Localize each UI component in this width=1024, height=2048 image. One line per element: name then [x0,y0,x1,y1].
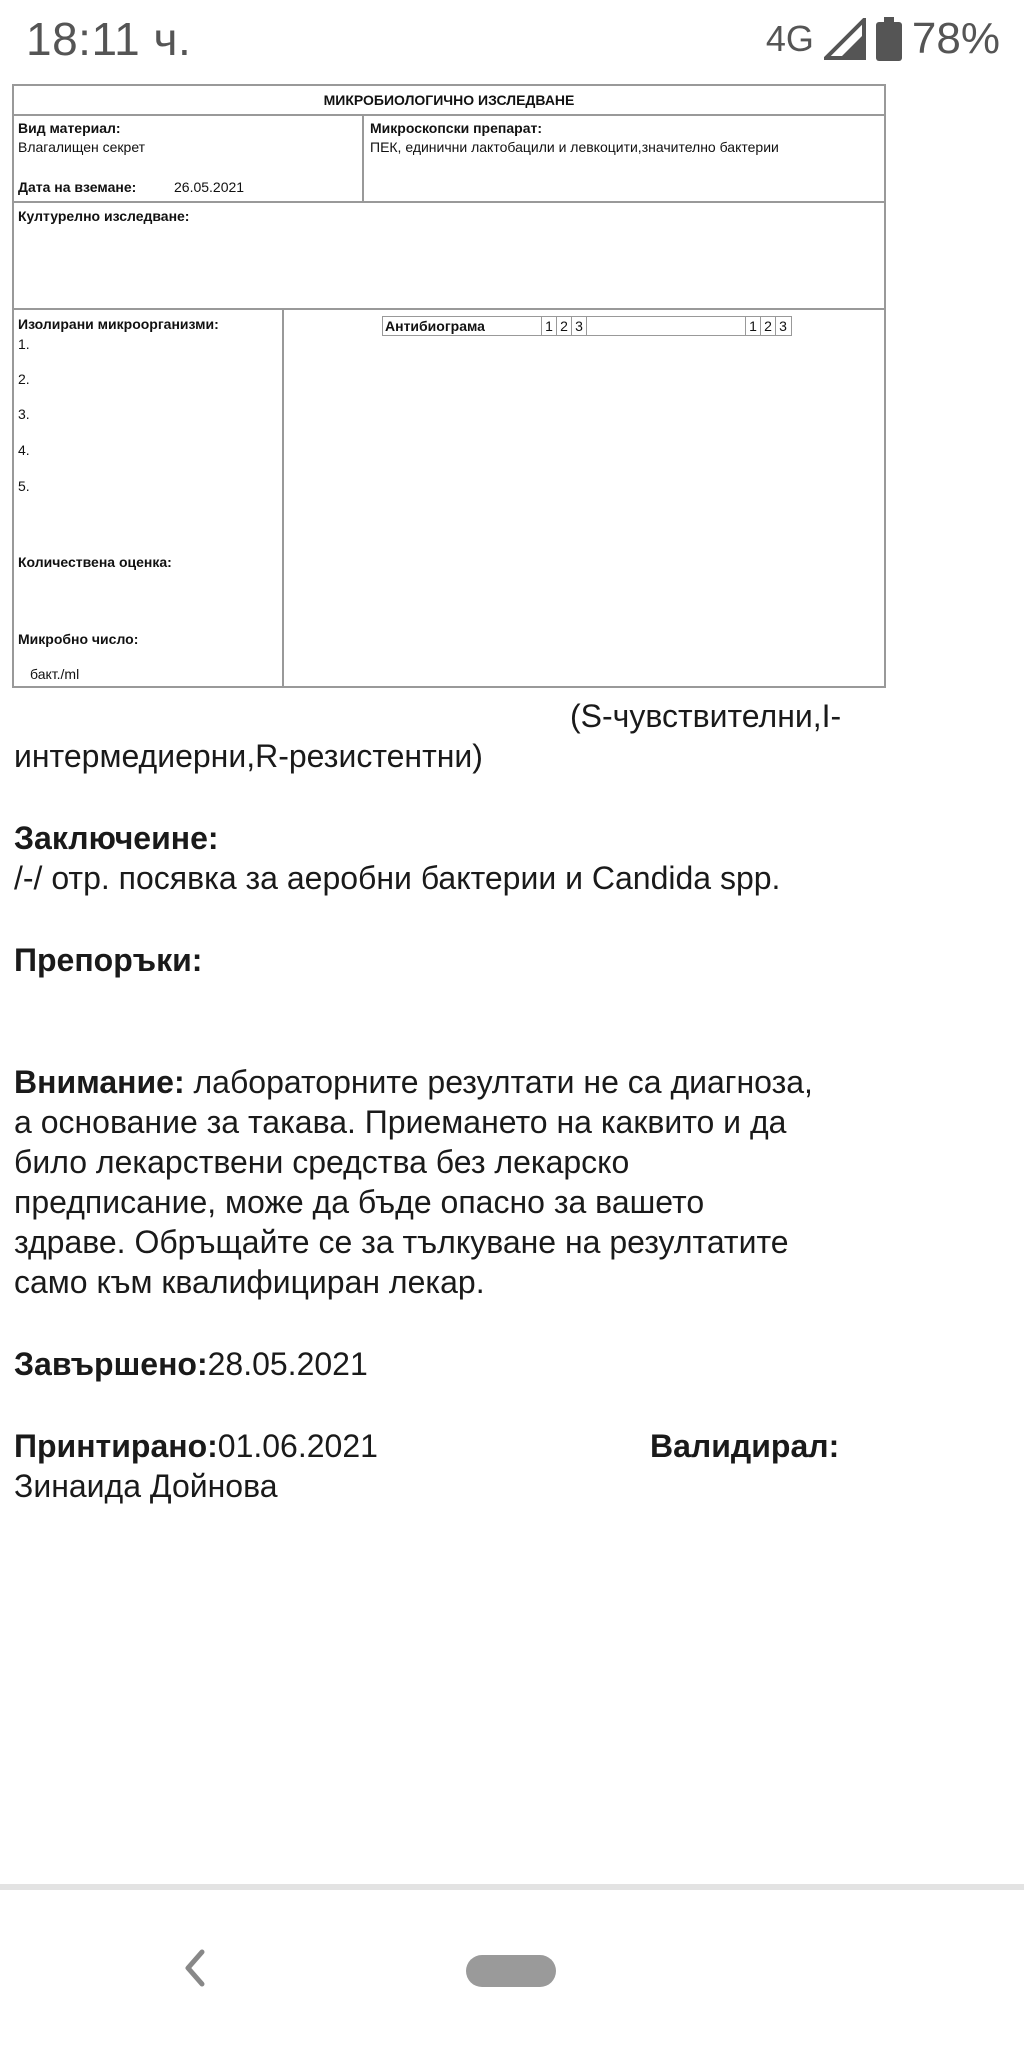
network-type: 4G [765,18,814,59]
date-label: Дата на вземане: [18,179,137,195]
battery-icon [876,17,902,61]
antibiogram-blank [587,317,746,335]
conclusion-text: /-/ отр. посявка за аеробни бактерии и Candida spp. [14,860,781,896]
printed-row [14,1426,378,1466]
status-time: 18:11 ч. [26,13,192,65]
conclusion-label: Заключеине: [14,820,219,856]
divider [14,201,884,203]
antibiogram-col: 2 [557,317,572,335]
antibiogram-col: 1 [746,317,761,335]
completed-row [14,1344,368,1384]
home-button[interactable] [466,1955,556,1987]
count-label: Микробно число: [18,631,139,647]
printed-label: Принтирано: [14,1428,218,1464]
isolated-item: 1. [18,336,30,352]
recommendations-label: Препоръки: [14,942,203,978]
warning-line2: а основание за такава. Приемането на каквито и да [14,1104,787,1140]
status-icons [766,14,1000,64]
isolated-item: 5. [18,478,30,494]
divider [362,114,364,201]
microscopy-label: Микроскопски препарат: [370,120,542,136]
warning-line5: здраве. Обръщайте се за тълкуване на резултатите [14,1224,789,1260]
warning-text: лабораторните резултати не са диагноза, [184,1064,813,1100]
warning-label: Внимание: [14,1064,185,1100]
antibiogram-header [382,316,792,336]
battery-percent: 78% [911,14,1000,63]
legend-line1: (S-чувствителни,I- [570,698,842,734]
isolated-label: Изолирани микроорганизми: [18,316,219,332]
validator-name: Зинаида Дойнова [14,1468,278,1504]
antibiogram-col: 3 [572,317,587,335]
completed-label: Завършено: [14,1346,208,1382]
antibiogram-title: Антибиограма [383,317,542,335]
isolated-item: 2. [18,371,30,387]
antibiogram-col: 3 [779,318,787,334]
report-title: МИКРОБИОЛОГИЧНО ИЗСЛЕДВАНЕ [14,86,884,116]
completed-date: 28.05.2021 [207,1346,368,1382]
divider [14,308,884,310]
warning-line1 [14,1062,813,1102]
count-unit: бакт./ml [30,666,80,682]
validated-label: Валидирал: [650,1428,840,1464]
material-value: Влагалищен секрет [18,139,146,155]
cell-signal-icon [824,18,866,60]
warning-line6: само към квалифициран лекар. [14,1264,485,1300]
material-label: Вид материал: [18,120,121,136]
printed-date: 01.06.2021 [217,1428,378,1464]
lab-report-table [12,84,886,688]
quantitative-label: Количествена оценка: [18,554,172,570]
legend-line2: интермедиерни,R-резистентни) [14,738,483,774]
antibiogram-col: 2 [761,317,776,335]
culture-label: Културелно изследване: [18,208,190,224]
isolated-item: 4. [18,442,30,458]
warning-line4: предписание, може да бъде опасно за вашето [14,1184,705,1220]
warning-line3: било лекарствени средства без лекарско [14,1144,630,1180]
date-value: 26.05.2021 [174,179,245,195]
isolated-item: 3. [18,406,30,422]
antibiogram-col: 1 [542,317,557,335]
back-icon[interactable] [180,1948,210,1988]
divider [282,310,284,686]
microscopy-value: ПЕК, единични лактобацили и левкоцити,значително бактерии [370,139,779,155]
